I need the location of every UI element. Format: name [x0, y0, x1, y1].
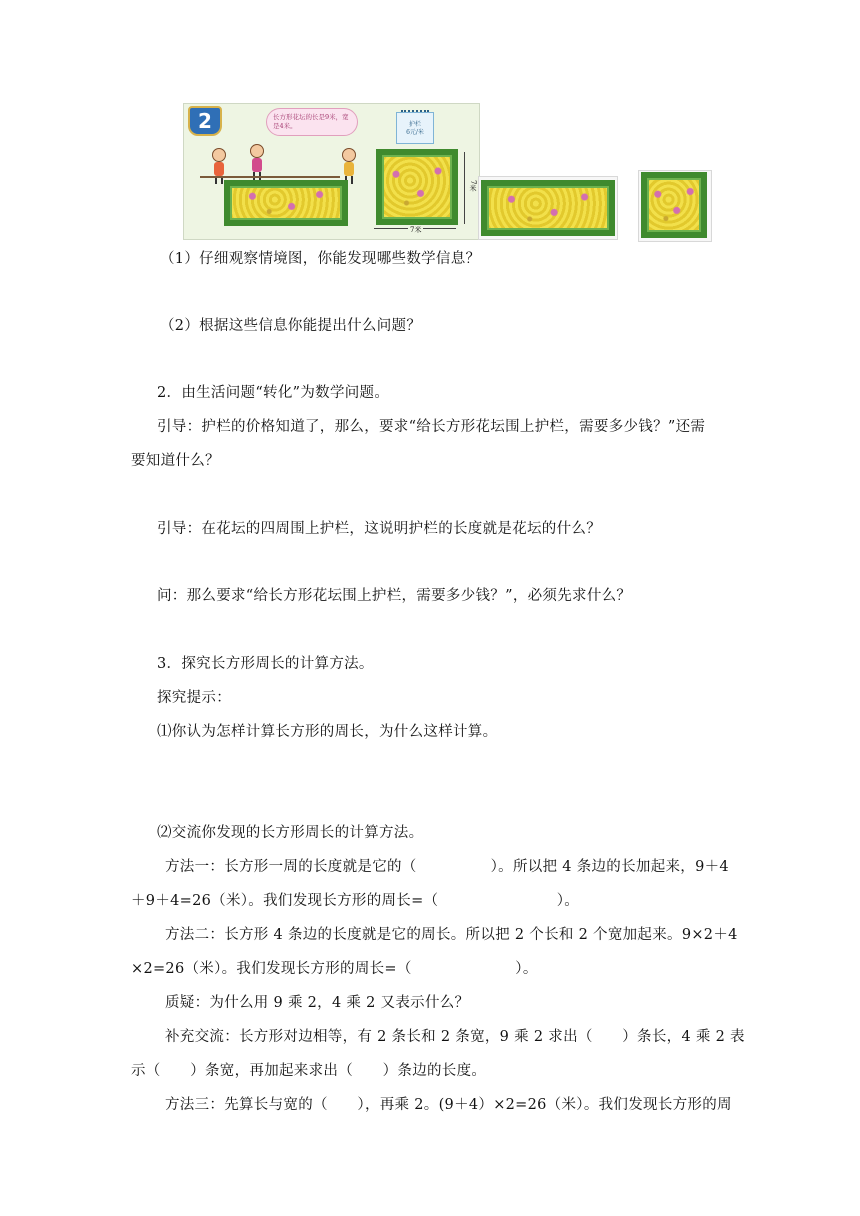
speech-bubble: 长方形花坛的长是9米，宽是4米。: [266, 108, 358, 136]
price-card-title: 护栏: [408, 121, 421, 128]
question-ask: 问：那么要求“给长方形花坛围上护栏，需要多少钱？”，必须先求什么？: [157, 588, 632, 604]
child-figure-3: [342, 148, 356, 184]
flowerbed-rectangle-image: [481, 180, 615, 236]
dimension-vertical: 7米: [464, 152, 475, 224]
method-2-line-1: 方法二：长方形 4 条边的长度就是它的周长。所以把 2 个长和 2 个宽加起来。9×2＋4: [165, 927, 738, 943]
guide-2: 引导：在花坛的四周围上护栏，这说明护栏的长度就是花坛的什么？: [157, 521, 601, 537]
hint-1: ⑴你认为怎样计算长方形的周长，为什么这样计算。: [157, 724, 498, 740]
price-card-price: 6元/米: [406, 129, 424, 136]
flowerbed-rectangle: [224, 180, 348, 226]
method-2-line-2: ×2=26（米）。我们发现长方形的周长=（ ）。: [131, 961, 538, 977]
supplement-line-1: 补充交流：长方形对边相等，有 2 条长和 2 条宽，9 乘 2 求出（ ）条长，4 乘 2 表: [165, 1029, 745, 1045]
section-3-heading: 3．探究长方形周长的计算方法。: [157, 656, 374, 672]
situation-illustration: [183, 103, 480, 240]
method-1-line-1: 方法一：长方形一周的长度就是它的（ ）。所以把 4 条边的长加起来，9＋4: [165, 859, 729, 875]
supplement-line-2: 示（ ）条宽，再加起来求出（ ）条边的长度。: [131, 1063, 487, 1079]
child-figure-1: [212, 148, 226, 184]
calendar-rings-icon: [401, 110, 429, 116]
dimension-horizontal: 7米: [374, 228, 456, 229]
hint-2: ⑵交流你发现的长方形周长的计算方法。: [157, 825, 424, 841]
section-2-heading: 2．由生活问题“转化”为数学问题。: [157, 385, 390, 401]
flowerbed-square: [376, 149, 458, 225]
doubt-question: 质疑：为什么用 9 乘 2，4 乘 2 又表示什么？: [165, 995, 470, 1011]
guide-1-line-2: 要知道什么？: [131, 453, 220, 469]
measuring-line: [200, 176, 340, 178]
method-1-line-2: ＋9＋4=26（米）。我们发现长方形的周长=（ ）。: [131, 893, 580, 909]
child-figure-2: [250, 144, 264, 180]
method-3-line: 方法三：先算长与宽的（ ），再乘 2。(9＋4）×2=26（米）。我们发现长方形的周: [165, 1097, 732, 1113]
flowerbed-square-image: [641, 172, 707, 238]
question-1: （1）仔细观察情境图，你能发现哪些数学信息？: [160, 251, 481, 267]
explore-hint-label: 探究提示：: [157, 690, 231, 706]
problem-number-badge: 2: [188, 106, 222, 136]
question-2: （2）根据这些信息你能提出什么问题？: [160, 318, 422, 334]
guide-1-line-1: 引导：护栏的价格知道了，那么，要求“给长方形花坛围上护栏，需要多少钱？”还需: [157, 419, 706, 435]
price-card: [396, 112, 434, 144]
